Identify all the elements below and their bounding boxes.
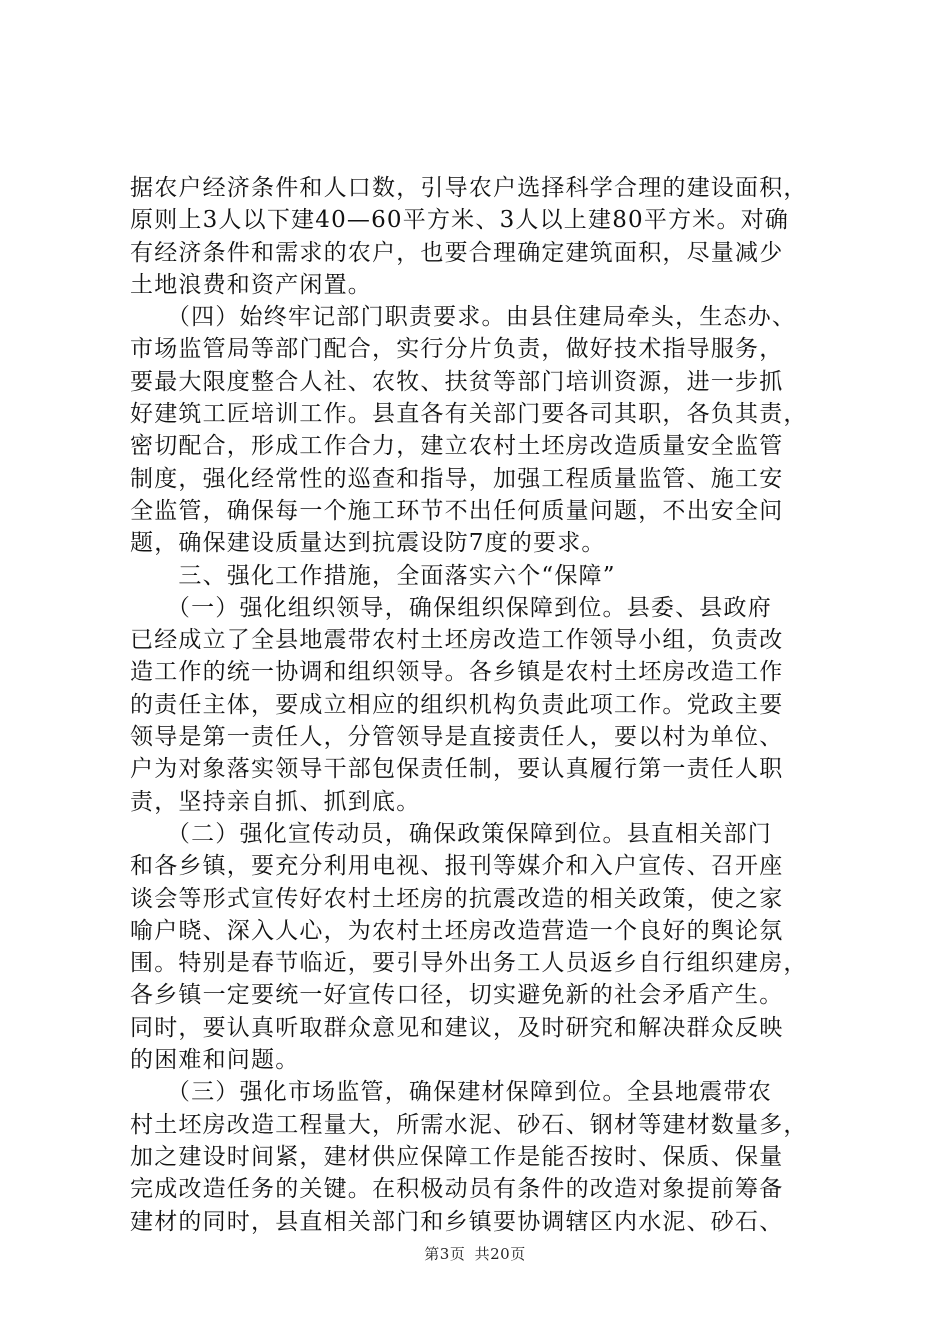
text-line: （三）强化市场监管，确保建材保障到位。全县地震带农 bbox=[130, 1079, 772, 1106]
text-line: 有经济条件和需求的农户，也要合理确定建筑面积，尽量减少 bbox=[130, 239, 784, 266]
text-line: 已经成立了全县地震带农村土坯房改造工作领导小组，负责改 bbox=[130, 627, 784, 654]
text-line: 要最大限度整合人社、农牧、扶贫等部门培训资源，进一步抓 bbox=[130, 368, 784, 395]
page-footer bbox=[0, 1243, 950, 1264]
text-line: 题，确保建设质量达到抗震设防7度的要求。 bbox=[130, 530, 606, 557]
text-line: 市场监管局等部门配合，实行分片负责，做好技术指导服务， bbox=[130, 336, 784, 363]
text-line: 村土坯房改造工程量大，所需水泥、砂石、钢材等建材数量多， bbox=[130, 1111, 808, 1138]
text-line: 土地浪费和资产闲置。 bbox=[130, 271, 372, 298]
text-line: 好建筑工匠培训工作。县直各有关部门要各司其职，各负其责， bbox=[130, 401, 808, 428]
text-line: 喻户晓、深入人心，为农村土坯房改造营造一个良好的舆论氛 bbox=[130, 917, 784, 944]
text-line: 原则上3人以下建40—60平方米、3人以上建80平方米。对确 bbox=[130, 207, 790, 234]
text-line: 的责任主体，要成立相应的组织机构负责此项工作。党政主要 bbox=[130, 691, 784, 718]
total-pages-label: 共20页 bbox=[474, 1245, 526, 1263]
text-line: （一）强化组织领导，确保组织保障到位。县委、县政府 bbox=[130, 594, 772, 621]
document-body bbox=[130, 172, 825, 1238]
text-line: 谈会等形式宣传好农村土坯房的抗震改造的相关政策，使之家 bbox=[130, 885, 784, 912]
text-line: 造工作的统一协调和组织领导。各乡镇是农村土坯房改造工作 bbox=[130, 659, 784, 686]
text-line: 责，坚持亲自抓、抓到底。 bbox=[130, 788, 421, 815]
text-line: 完成改造任务的关键。在积极动员有条件的改造对象提前筹备 bbox=[130, 1176, 784, 1203]
text-line: 密切配合，形成工作合力，建立农村土坯房改造质量安全监管 bbox=[130, 433, 784, 460]
text-line: 据农户经济条件和人口数，引导农户选择科学合理的建设面积， bbox=[130, 175, 808, 201]
current-page-label: 第3页 bbox=[424, 1245, 466, 1263]
text-line: 同时，要认真听取群众意见和建议，及时研究和解决群众反映 bbox=[130, 1014, 784, 1041]
text-line: 全监管，确保每一个施工环节不出任何质量问题，不出安全问 bbox=[130, 497, 784, 524]
text-line: 加之建设时间紧，建材供应保障工作是能否按时、保质、保量 bbox=[130, 1143, 784, 1170]
text-line: 户为对象落实领导干部包保责任制，要认真履行第一责任人职 bbox=[130, 756, 784, 783]
text-line: 围。特别是春节临近，要引导外出务工人员返乡自行组织建房， bbox=[130, 950, 808, 977]
text-line: 和各乡镇，要充分利用电视、报刊等媒介和入户宣传、召开座 bbox=[130, 853, 784, 880]
text-line: 建材的同时，县直相关部门和乡镇要协调辖区内水泥、砂石、 bbox=[130, 1208, 784, 1235]
text-line: （四）始终牢记部门职责要求。由县住建局牵头，生态办、 bbox=[130, 304, 797, 331]
text-line: 三、强化工作措施，全面落实六个“保障” bbox=[130, 562, 616, 589]
text-line: 制度，强化经常性的巡查和指导，加强工程质量监管、施工安 bbox=[130, 465, 784, 492]
text-line: （二）强化宣传动员，确保政策保障到位。县直相关部门 bbox=[130, 820, 772, 847]
text-line: 领导是第一责任人，分管领导是直接责任人，要以村为单位、 bbox=[130, 724, 784, 751]
text-line: 的困难和问题。 bbox=[130, 1047, 300, 1074]
text-line: 各乡镇一定要统一好宣传口径，切实避免新的社会矛盾产生。 bbox=[130, 982, 784, 1009]
